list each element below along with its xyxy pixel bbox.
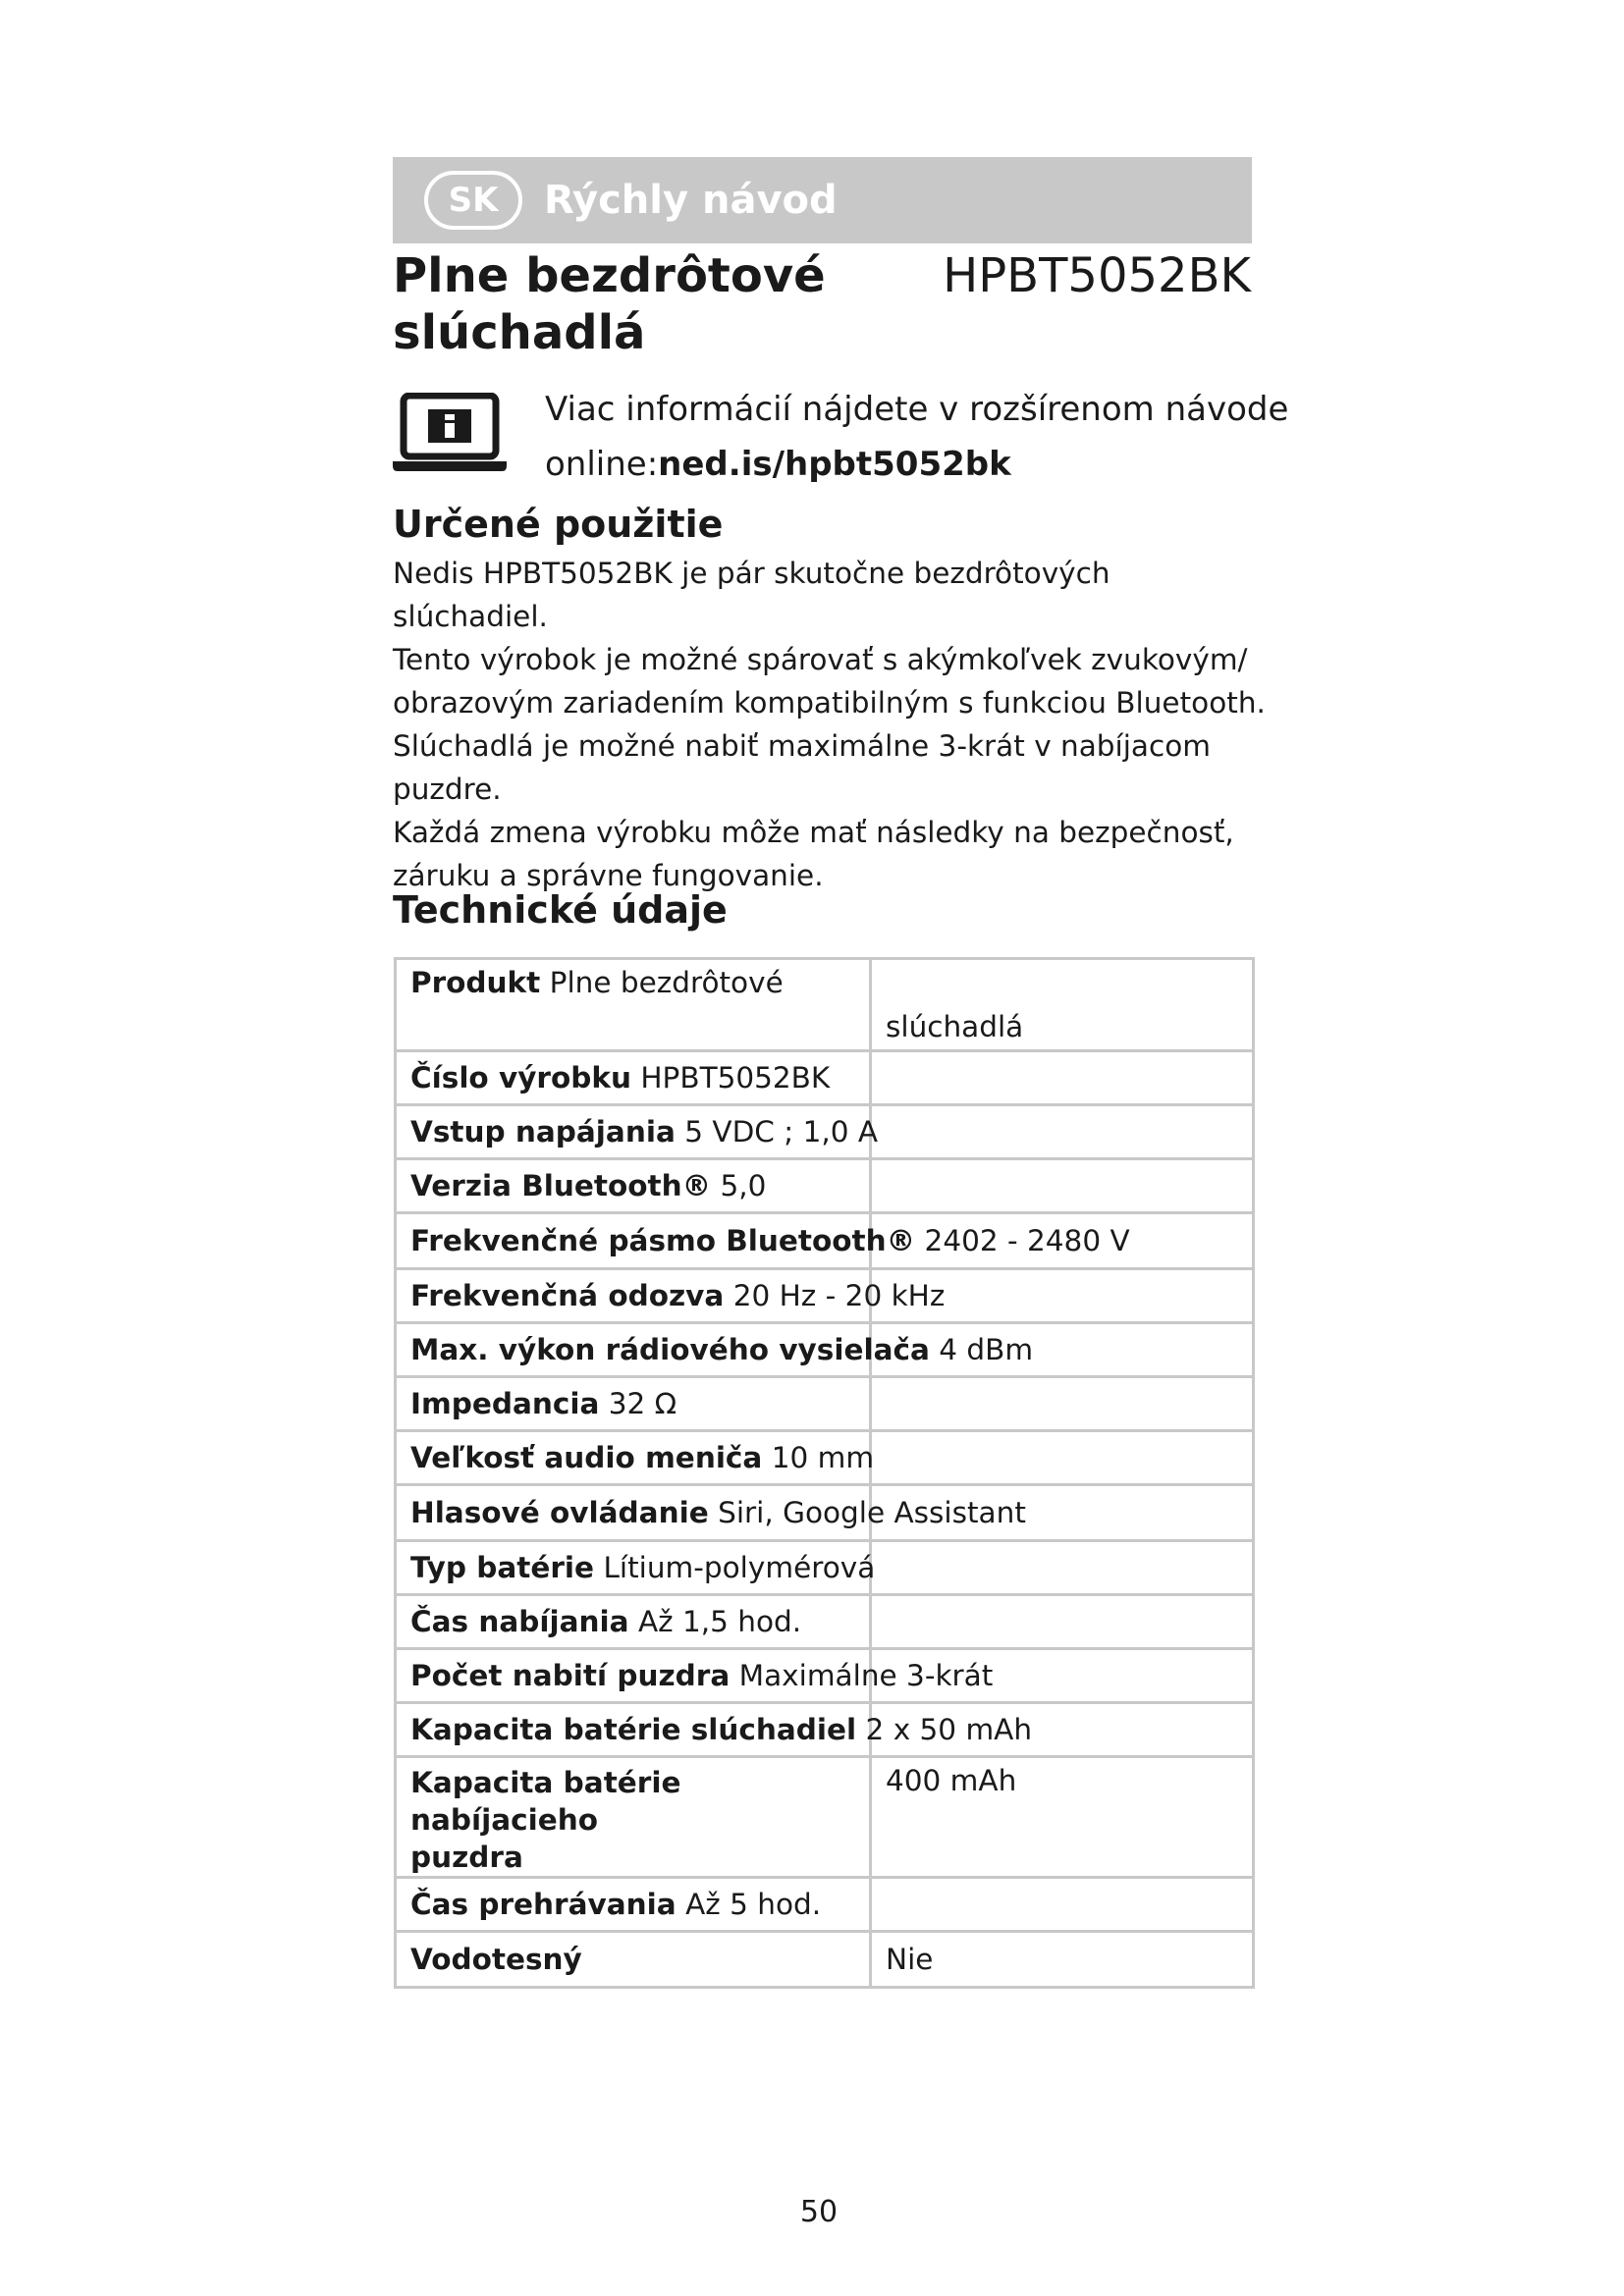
table-row xyxy=(396,1932,1254,1988)
manual-link[interactable]: ned.is/hpbt5052bk xyxy=(658,445,1011,484)
model-number: HPBT5052BK xyxy=(943,248,1251,303)
info-online-line xyxy=(545,440,1011,489)
spec-cell xyxy=(396,1159,871,1213)
product-title xyxy=(393,247,826,361)
spec-label: Číslo výrobku xyxy=(410,1061,631,1095)
table-row xyxy=(396,1051,1254,1105)
spec-label: Produkt xyxy=(410,966,541,999)
table-row xyxy=(396,1878,1254,1932)
spec-cell xyxy=(871,1213,1254,1269)
spec-value: 400 mAh xyxy=(886,1764,1017,1797)
spec-cell xyxy=(396,1269,946,1323)
spec-cell xyxy=(396,1431,875,1485)
spec-cell xyxy=(871,1159,1254,1213)
spec-cell xyxy=(396,1541,876,1595)
table-row xyxy=(396,1541,1254,1595)
spec-cell xyxy=(396,1757,871,1878)
spec-label: Kapacita batérie slúchadiel xyxy=(410,1713,857,1746)
table-row xyxy=(396,959,1254,1051)
spec-label-cont: puzdra xyxy=(410,1841,523,1874)
spec-cell xyxy=(396,1485,1026,1541)
spec-value: Až 1,5 hod. xyxy=(637,1605,802,1638)
spec-cell xyxy=(871,1485,1254,1541)
spec-cell xyxy=(871,959,1254,1051)
spec-label: Impedancia xyxy=(410,1387,600,1420)
tech-specs-heading: Technické údaje xyxy=(393,888,728,932)
spec-label: Frekvenčné pásmo Bluetooth® xyxy=(410,1224,916,1257)
table-row xyxy=(396,1757,1254,1878)
specs-table xyxy=(394,957,1255,1989)
spec-cell xyxy=(871,1878,1254,1932)
table-row xyxy=(396,1213,1254,1269)
spec-cell xyxy=(871,1595,1254,1649)
intended-use-heading: Určené použitie xyxy=(393,503,724,546)
spec-cell xyxy=(396,959,871,1051)
spec-cell xyxy=(871,1649,1254,1703)
spec-value: 4 dBm xyxy=(939,1333,1034,1366)
spec-label: Veľkosť audio meniča xyxy=(410,1441,763,1474)
usage-line: záruku a správne fungovanie. xyxy=(393,859,824,892)
spec-value: 2402 - 2480 V xyxy=(924,1224,1130,1257)
spec-label: Čas prehrávania xyxy=(410,1888,677,1921)
product-title-line2: slúchadlá xyxy=(393,305,646,360)
spec-label: Verzia Bluetooth® xyxy=(410,1169,712,1202)
spec-cell xyxy=(396,1377,871,1431)
laptop-info-icon xyxy=(393,393,507,475)
spec-cell xyxy=(396,1703,1033,1757)
spec-value: Siri, Google Assistant xyxy=(718,1496,1026,1529)
spec-label: Max. výkon rádiového vysielača xyxy=(410,1333,930,1366)
spec-value: 20 Hz - 20 kHz xyxy=(732,1279,946,1312)
table-row xyxy=(396,1485,1254,1541)
spec-cell xyxy=(871,1377,1254,1431)
spec-cell xyxy=(396,1595,871,1649)
spec-label: Vodotesný xyxy=(410,1943,582,1976)
spec-label: Počet nabití puzdra xyxy=(410,1659,731,1692)
product-title-line1: Plne bezdrôtové xyxy=(393,248,826,303)
spec-cell xyxy=(871,1932,1254,1988)
spec-cell xyxy=(396,1105,879,1159)
spec-label: Čas nabíjania xyxy=(410,1605,629,1638)
table-row xyxy=(396,1159,1254,1213)
spec-label: Typ batérie xyxy=(410,1551,595,1584)
spec-value: 5 VDC ; 1,0 A xyxy=(684,1115,879,1148)
spec-value: HPBT5052BK xyxy=(640,1061,831,1095)
table-row xyxy=(396,1649,1254,1703)
table-row xyxy=(396,1269,1254,1323)
spec-value: slúchadlá xyxy=(886,1010,1024,1043)
spec-cell xyxy=(871,1541,1254,1595)
spec-label: Hlasové ovládanie xyxy=(410,1496,709,1529)
spec-label: Kapacita batérie nabíjacieho xyxy=(410,1766,681,1837)
language-badge: SK xyxy=(424,171,522,230)
spec-cell xyxy=(871,1703,1254,1757)
page-number: 50 xyxy=(799,2195,839,2229)
section-banner xyxy=(393,157,1252,243)
table-row xyxy=(396,1431,1254,1485)
spec-value: Maximálne 3-krát xyxy=(738,1659,994,1692)
intended-use-text xyxy=(393,552,1267,897)
usage-line: Tento výrobok je možné spárovať s akýmkoľvek zvukovým/ xyxy=(393,643,1248,676)
spec-cell xyxy=(396,1878,871,1932)
spec-value: Nie xyxy=(886,1943,934,1976)
spec-cell xyxy=(396,1932,871,1988)
spec-value: Plne bezdrôtové xyxy=(549,966,784,999)
spec-cell xyxy=(871,1431,1254,1485)
online-prefix: online: xyxy=(545,445,659,484)
table-row xyxy=(396,1703,1254,1757)
spec-cell xyxy=(871,1757,1254,1878)
spec-value: Až 5 hod. xyxy=(685,1888,822,1921)
table-row xyxy=(396,1323,1254,1377)
usage-line: Nedis HPBT5052BK je pár skutočne bezdrôtových slúchadiel. xyxy=(393,557,1110,633)
table-row xyxy=(396,1105,1254,1159)
spec-cell xyxy=(396,1649,994,1703)
table-row xyxy=(396,1595,1254,1649)
usage-line: puzdre. xyxy=(393,773,502,806)
spec-label: Vstup napájania xyxy=(410,1115,676,1148)
table-row xyxy=(396,1377,1254,1431)
spec-label: Frekvenčná odozva xyxy=(410,1279,725,1312)
spec-value: 32 Ω xyxy=(608,1387,677,1420)
spec-cell xyxy=(871,1323,1254,1377)
spec-cell xyxy=(396,1051,871,1105)
usage-line: Slúchadlá je možné nabiť maximálne 3-krát v nabíjacom xyxy=(393,729,1212,763)
spec-cell xyxy=(871,1105,1254,1159)
spec-cell xyxy=(396,1323,1034,1377)
spec-value: Lítium-polymérová xyxy=(603,1551,876,1584)
spec-value: 10 mm xyxy=(771,1441,875,1474)
info-line: Viac informácií nájdete v rozšírenom návode xyxy=(545,390,1289,429)
usage-line: obrazovým zariadením kompatibilným s funkciou Bluetooth. xyxy=(393,686,1266,720)
spec-cell xyxy=(396,1213,1130,1269)
spec-value: 5,0 xyxy=(720,1169,767,1202)
spec-cell xyxy=(871,1051,1254,1105)
usage-line: Každá zmena výrobku môže mať následky na bezpečnosť, xyxy=(393,816,1234,849)
banner-title: Rýchly návod xyxy=(544,178,838,223)
spec-cell xyxy=(871,1269,1254,1323)
spec-value: 2 x 50 mAh xyxy=(865,1713,1033,1746)
